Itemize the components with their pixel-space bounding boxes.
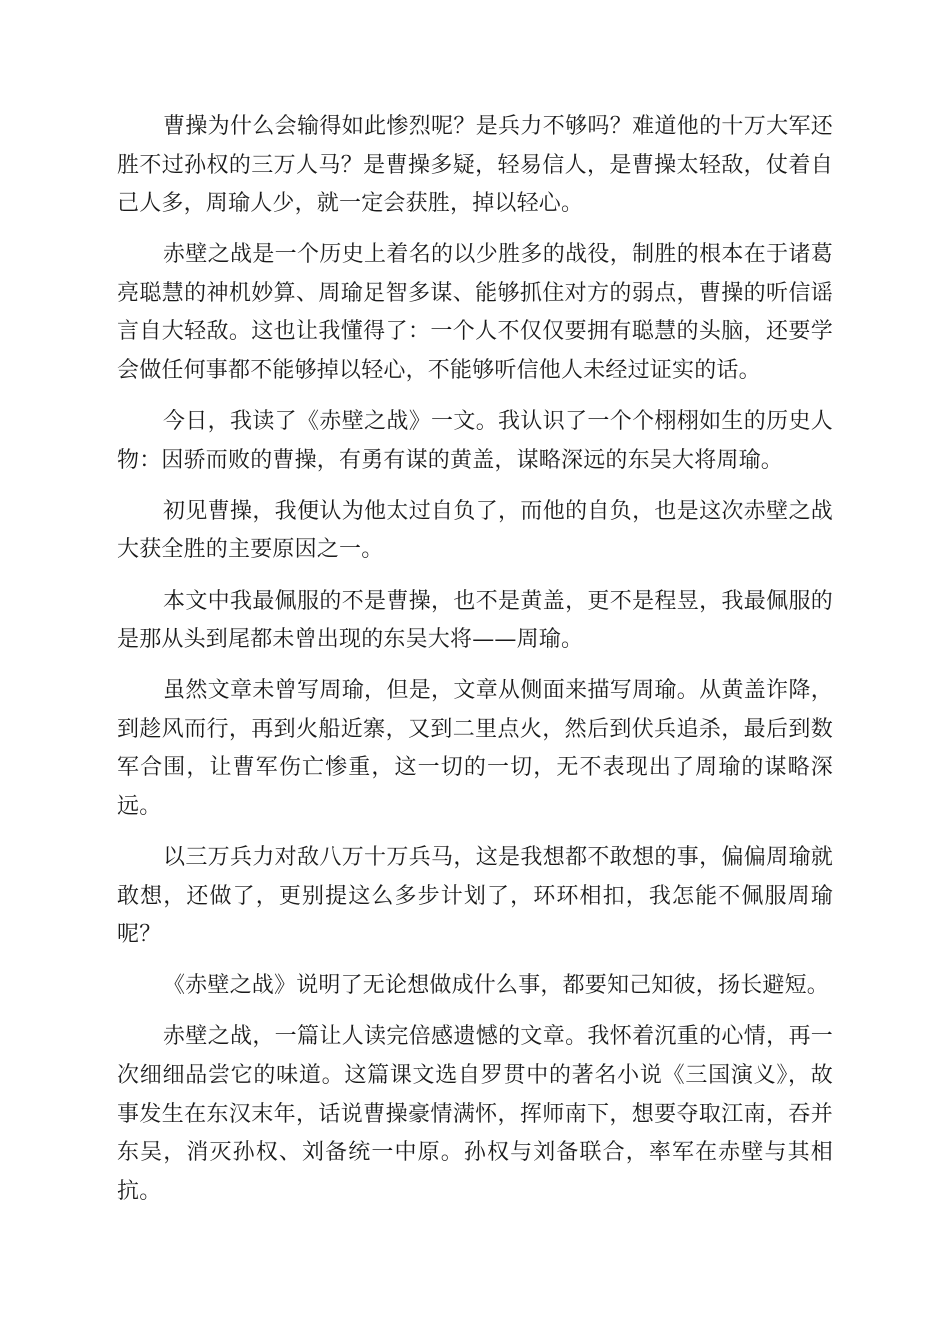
paragraph-7: 以三万兵力对敌八万十万兵马，这是我想都不敢想的事，偏偏周瑜就敢想，还做了，更别提这么多步计划了，环环相扣，我怎能不佩服周瑜呢？ — [117, 845, 833, 948]
paragraph-1: 曹操为什么会输得如此惨烈呢？是兵力不够吗？难道他的十万大军还胜不过孙权的三万人马？是曹操多疑，轻易信人，是曹操太轻敌，仗着自己人多，周瑜人少，就一定会获胜，掉以轻心。 — [117, 114, 833, 217]
paragraph-9: 赤壁之战，一篇让人读完倍感遗憾的文章。我怀着沉重的心情，再一次细细品尝它的味道。这篇课文选自罗贯中的著名小说《三国演义》，故事发生在东汉末年，话说曹操豪情满怀，挥师南下，想要夺取江南，吞并东吴，消灭孙权、刘备统一中原。孙权与刘备联合，率军在赤壁与其相抗。 — [117, 1024, 833, 1204]
paragraph-8: 《赤壁之战》说明了无论想做成什么事，都要知己知彼，扬长避短。 — [163, 973, 830, 999]
paragraph-2: 赤壁之战是一个历史上着名的以少胜多的战役，制胜的根本在于诸葛亮聪慧的神机妙算、周瑜足智多谋、能够抓住对方的弱点，曹操的听信谣言自大轻敌。这也让我懂得了：一个人不仅仅要拥有聪慧的头脑，还要学会做任何事都不能够掉以轻心，不能够听信他人未经过证实的话。 — [117, 242, 833, 384]
paragraph-6: 虽然文章未曾写周瑜，但是，文章从侧面来描写周瑜。从黄盖诈降，到趁风而行，再到火船近寨，又到二里点火，然后到伏兵追杀，最后到数军合围，让曹军伤亡惨重，这一切的一切，无不表现出了周瑜的谋略深远。 — [117, 678, 833, 819]
document-body — [117, 108, 833, 1224]
paragraph-5: 本文中我最佩服的不是曹操，也不是黄盖，更不是程昱，我最佩服的是那从头到尾都未曾出现的东吴大将——周瑜。 — [117, 588, 833, 653]
paragraph-3: 今日，我读了《赤壁之战》一文。我认识了一个个栩栩如生的历史人物：因骄而败的曹操，有勇有谋的黄盖，谋略深远的东吴大将周瑜。 — [117, 409, 833, 473]
paragraph-4: 初见曹操，我便认为他太过自负了，而他的自负，也是这次赤壁之战大获全胜的主要原因之一。 — [117, 498, 833, 563]
